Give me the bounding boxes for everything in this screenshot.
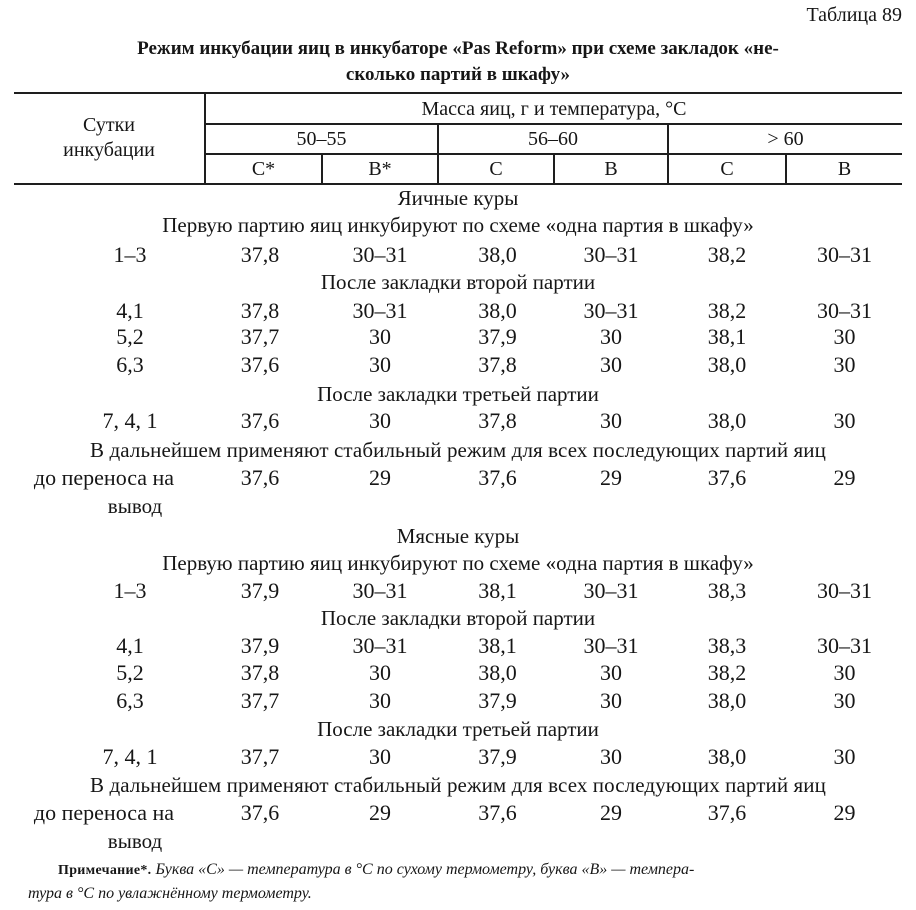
header-days-line-2: инкубации	[63, 139, 155, 161]
cell-c-56-60: 37,6	[478, 800, 517, 825]
cell-b-over-60: 29	[833, 465, 856, 490]
cell-c-50-55: 37,7	[240, 744, 280, 769]
cell-b-56-60: 30–31	[583, 298, 639, 323]
section-heading: Яичные куры	[397, 186, 519, 210]
table-row	[0, 686, 916, 716]
cell-b-56-60: 29	[600, 465, 622, 490]
cell-b-56-60: 30	[600, 408, 622, 433]
cell-c-56-60: 37,9	[478, 688, 517, 713]
header-sub-c-2: С	[489, 158, 503, 180]
cell-c-50-55: 37,9	[240, 633, 280, 658]
cell-c-over-60: 38,0	[707, 408, 747, 433]
cell-b-over-60: 30	[833, 352, 856, 377]
table-row	[0, 322, 916, 352]
cell-c-over-60: 38,0	[707, 688, 747, 713]
cell-c-over-60: 38,3	[707, 633, 747, 658]
cell-c-50-55: 37,7	[240, 688, 280, 713]
cell-c-over-60: 38,1	[707, 324, 747, 349]
footnote	[28, 858, 908, 905]
row-day: до переноса на	[33, 465, 175, 490]
cell-b-56-60: 30	[600, 660, 622, 685]
third-batch-heading: После закладки третьей партии	[317, 717, 599, 741]
cell-c-56-60: 37,8	[478, 408, 517, 433]
row-day-continued: вывод	[107, 494, 163, 518]
cell-b-over-60: 30	[833, 324, 856, 349]
header-top-rule	[14, 92, 902, 94]
stable-mode-text: В дальнейшем применяют стабильный режим для всех последующих партий яиц	[90, 438, 826, 462]
cell-b-50-55: 30	[369, 744, 391, 769]
cell-b-50-55: 30–31	[352, 298, 408, 323]
cell-c-over-60: 38,2	[707, 660, 747, 685]
cell-c-50-55: 37,6	[240, 352, 280, 377]
cell-c-over-60: 38,3	[707, 578, 747, 603]
cell-b-over-60: 30–31	[817, 633, 872, 658]
row-day: 5,2	[116, 660, 144, 685]
row-day: 4,1	[116, 633, 144, 658]
header-group-56-60: 56–60	[528, 128, 578, 150]
table-row	[0, 798, 916, 828]
header-group-over-60: > 60	[767, 128, 804, 150]
row-day: 6,3	[116, 352, 144, 377]
section-heading: Мясные куры	[396, 524, 520, 548]
footnote-line-1	[58, 858, 908, 882]
cell-b-50-55: 30–31	[352, 633, 408, 658]
cell-c-over-60: 37,6	[707, 800, 747, 825]
cell-c-50-55: 37,8	[240, 242, 280, 267]
cell-c-50-55: 37,9	[240, 578, 280, 603]
cell-b-56-60: 30–31	[583, 578, 639, 603]
cell-b-50-55: 30	[369, 408, 391, 433]
cell-b-50-55: 29	[369, 465, 391, 490]
cell-c-50-55: 37,7	[240, 324, 280, 349]
row-day: до переноса на	[33, 800, 175, 825]
table-row	[0, 742, 916, 772]
cell-b-50-55: 30	[369, 352, 391, 377]
cell-c-50-55: 37,8	[240, 298, 280, 323]
third-batch-heading: После закладки третьей партии	[317, 382, 599, 406]
row-day: 1–3	[113, 578, 147, 603]
cell-b-over-60: 30	[833, 688, 856, 713]
cell-b-50-55: 30	[369, 324, 391, 349]
cell-c-56-60: 38,1	[478, 578, 517, 603]
cell-c-50-55: 37,6	[240, 408, 280, 433]
cell-b-56-60: 30–31	[583, 242, 639, 267]
cell-c-56-60: 37,6	[478, 465, 517, 490]
table-row	[0, 658, 916, 688]
cell-b-56-60: 30	[600, 744, 622, 769]
cell-b-50-55: 29	[369, 800, 391, 825]
header-sub-b-1: В*	[368, 158, 392, 180]
cell-c-over-60: 38,2	[707, 242, 747, 267]
table-row	[0, 463, 916, 493]
second-batch-heading: После закладки второй партии	[320, 270, 596, 294]
cell-b-over-60: 29	[833, 800, 856, 825]
cell-b-over-60: 30	[833, 660, 856, 685]
cell-b-50-55: 30	[369, 660, 391, 685]
cell-b-over-60: 30	[833, 408, 856, 433]
cell-c-56-60: 38,0	[478, 298, 517, 323]
cell-c-56-60: 38,0	[478, 242, 517, 267]
cell-b-56-60: 30–31	[583, 633, 639, 658]
row-day: 7, 4, 1	[102, 408, 158, 433]
cell-c-over-60: 37,6	[707, 465, 747, 490]
stable-mode-text: В дальнейшем применяют стабильный режим для всех последующих партий яиц	[90, 773, 826, 797]
cell-b-56-60: 29	[600, 800, 622, 825]
cell-c-over-60: 38,0	[707, 352, 747, 377]
table-row	[0, 240, 916, 270]
row-day: 4,1	[116, 298, 144, 323]
footnote-line-2	[28, 882, 908, 905]
header-group-50-55: 50–55	[296, 128, 347, 150]
cell-c-56-60: 38,0	[478, 660, 517, 685]
cell-c-56-60: 37,9	[478, 744, 517, 769]
cell-b-50-55: 30–31	[352, 242, 408, 267]
header-sub-b-3: В	[837, 158, 852, 180]
table-row	[0, 631, 916, 661]
table-title-line-2: сколько партий в шкафу»	[345, 64, 571, 85]
cell-b-over-60: 30–31	[817, 242, 872, 267]
cell-b-over-60: 30–31	[817, 298, 872, 323]
cell-b-over-60: 30–31	[817, 578, 872, 603]
footnote-text-2: тура в °С по увлажнённому термометру.	[28, 885, 312, 902]
row-day: 1–3	[113, 242, 147, 267]
cell-b-56-60: 30	[600, 324, 622, 349]
footnote-label: Примечание*.	[58, 863, 152, 878]
cell-c-50-55: 37,6	[240, 465, 280, 490]
table-title-line-1: Режим инкубации яиц в инкубаторе «Pas Reform» при схеме закладок «не-	[137, 38, 779, 59]
header-sub-c-3: С	[720, 158, 734, 180]
cell-c-50-55: 37,8	[240, 660, 280, 685]
cell-b-50-55: 30	[369, 688, 391, 713]
row-day: 6,3	[116, 688, 144, 713]
cell-c-56-60: 37,8	[478, 352, 517, 377]
first-batch-text: Первую партию яиц инкубируют по схеме «одна партия в шкафу»	[162, 213, 754, 237]
cell-c-56-60: 37,9	[478, 324, 517, 349]
table-row	[0, 350, 916, 380]
header-sub-b-2: В	[604, 158, 618, 180]
table-row	[0, 576, 916, 606]
header-days-line-1: Сутки	[82, 114, 135, 136]
cell-c-56-60: 38,1	[478, 633, 517, 658]
row-day: 7, 4, 1	[102, 744, 158, 769]
first-batch-text: Первую партию яиц инкубируют по схеме «одна партия в шкафу»	[162, 551, 754, 575]
header-sub-c-1: С*	[251, 158, 276, 180]
header-mass-temperature: Масса яиц, г и температура, °С	[421, 98, 687, 120]
row-day-continued: вывод	[107, 829, 163, 853]
table-number: Таблица 89	[806, 4, 902, 26]
table-row	[0, 406, 916, 436]
header-rule-mass	[205, 123, 902, 125]
cell-c-50-55: 37,6	[240, 800, 280, 825]
cell-b-50-55: 30–31	[352, 578, 408, 603]
cell-b-56-60: 30	[600, 688, 622, 713]
cell-c-over-60: 38,2	[707, 298, 747, 323]
cell-c-over-60: 38,0	[707, 744, 747, 769]
cell-b-over-60: 30	[833, 744, 856, 769]
row-day: 5,2	[116, 324, 144, 349]
footnote-text-1: Буква «С» — температура в °С по сухому термометру, буква «В» — темпера-	[155, 861, 695, 878]
second-batch-heading: После закладки второй партии	[320, 606, 596, 630]
cell-b-56-60: 30	[600, 352, 622, 377]
